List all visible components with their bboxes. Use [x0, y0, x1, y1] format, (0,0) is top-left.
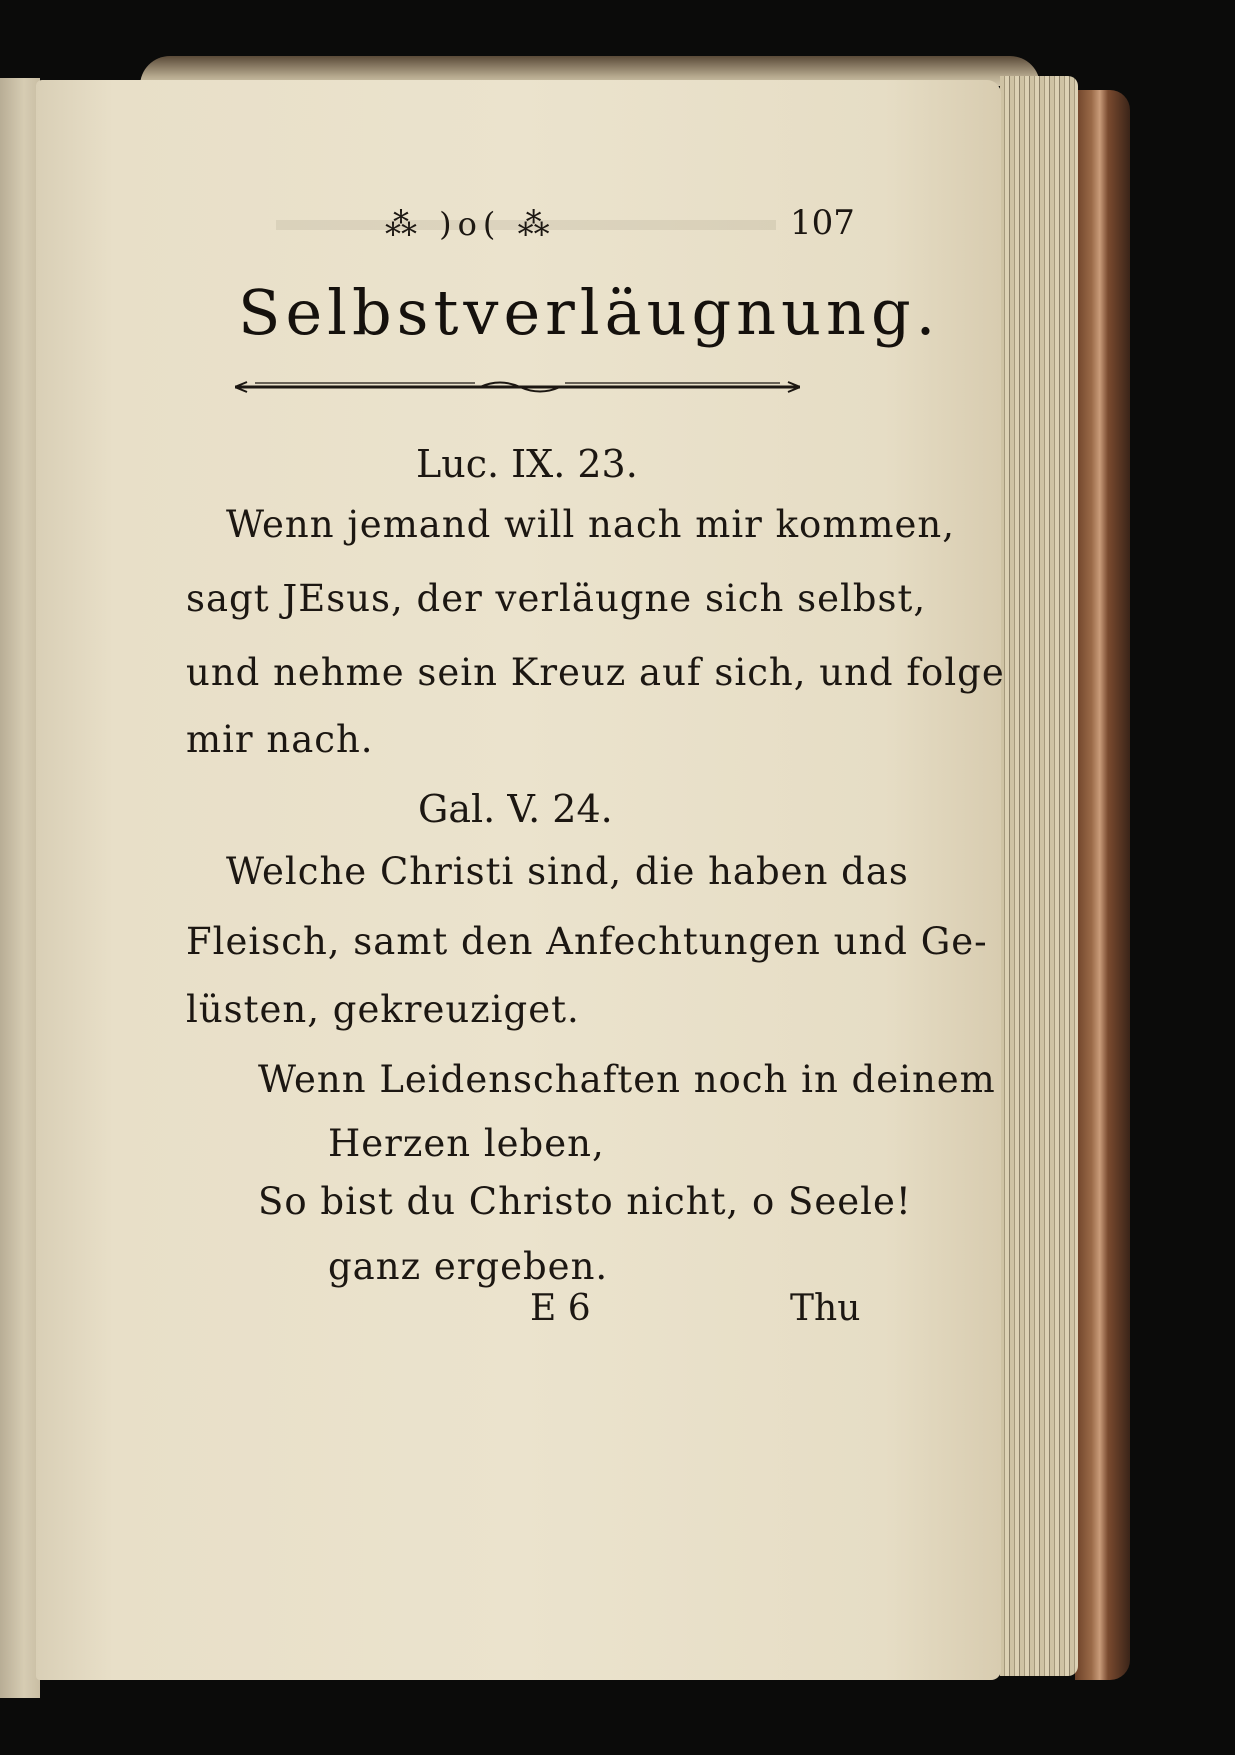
verse-line: Wenn Leidenschaften noch in deinem [258, 1058, 996, 1101]
text-line: lüsten, gekreuziget. [186, 988, 580, 1031]
text-line: und nehme sein Kreuz auf sich, und folge [186, 651, 1005, 694]
text-line: Wenn jemand will nach mir kommen, [226, 503, 955, 546]
verse-line: ganz ergeben. [328, 1245, 609, 1288]
section-heading: Luc. IX. 23. [416, 442, 638, 486]
facing-page-edge [0, 78, 40, 1698]
text-line: Welche Christi sind, die haben das [226, 850, 909, 893]
page-number: 107 [790, 203, 855, 243]
book-binding [1075, 90, 1130, 1680]
signature-mark: E 6 [530, 1288, 591, 1329]
catchword: Thu [790, 1288, 861, 1329]
text-line: Fleisch, samt den Anfechtungen und Ge- [186, 920, 988, 963]
page-title: Selbstverläugnung. [238, 276, 941, 349]
page-edges [1000, 76, 1078, 1676]
header-ornament: ⁂ )o( ⁂ [385, 205, 556, 243]
text-line: sagt JEsus, der verläugne sich selbst, [186, 577, 927, 620]
section-heading: Gal. V. 24. [418, 787, 613, 831]
verse-line: So bist du Christo nicht, o Seele! [258, 1180, 912, 1223]
verse-line: Herzen leben, [328, 1122, 605, 1165]
ornamental-rule [235, 380, 800, 394]
text-line: mir nach. [186, 718, 374, 761]
